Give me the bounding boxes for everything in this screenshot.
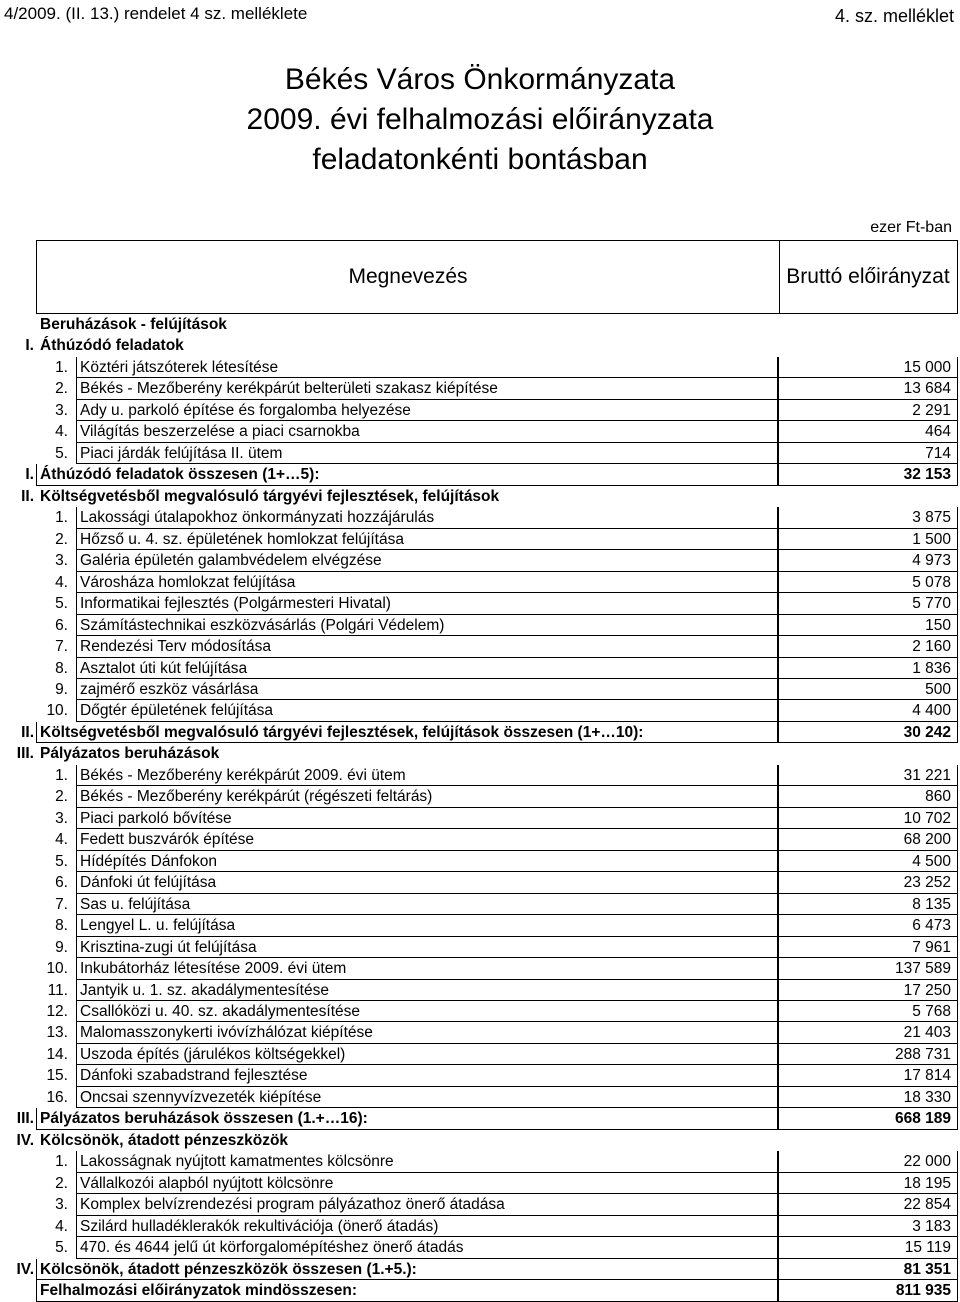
row-amount: 21 403 bbox=[903, 1024, 951, 1042]
row-label: Inkubátorház létesítése 2009. évi ütem bbox=[80, 960, 347, 978]
row-amount: 464 bbox=[925, 423, 951, 441]
row-amount: 4 973 bbox=[912, 552, 951, 570]
row-label: Pályázatos beruházások összesen (1.+…16): bbox=[40, 1110, 368, 1128]
row-label: Vállalkozói alapból nyújtott kölcsönre bbox=[80, 1174, 334, 1192]
row-amount: 30 242 bbox=[903, 723, 951, 741]
row-amount: 137 589 bbox=[894, 960, 951, 978]
row-amount: 32 153 bbox=[903, 466, 951, 484]
row-number: 11. bbox=[47, 981, 68, 999]
table-row bbox=[0, 464, 960, 485]
row-amount: 17 814 bbox=[903, 1067, 951, 1085]
row-label: Informatikai fejlesztés (Polgármesteri Hivatal) bbox=[80, 595, 391, 613]
row-label: Piaci járdák felújítása II. ütem bbox=[80, 444, 283, 462]
row-label: Dánfoki szabadstrand fejlesztése bbox=[80, 1067, 308, 1085]
table-row bbox=[0, 808, 960, 829]
row-amount: 7 961 bbox=[912, 938, 951, 956]
table-row bbox=[0, 1044, 960, 1065]
table-header bbox=[36, 240, 958, 314]
row-label: Városháza homlokzat felújítása bbox=[80, 573, 296, 591]
row-label: Számítástechnikai eszközvásárlás (Polgári Védelem) bbox=[80, 616, 445, 634]
row-roman-numeral: I. bbox=[25, 337, 34, 355]
table-row bbox=[0, 786, 960, 807]
table-row bbox=[0, 335, 960, 356]
table-row bbox=[0, 593, 960, 614]
row-label: Uszoda építés (járulékos költségekkel) bbox=[80, 1045, 346, 1063]
table-row bbox=[0, 658, 960, 679]
table-row bbox=[0, 1259, 960, 1280]
table-row bbox=[0, 700, 960, 721]
row-amount: 1 836 bbox=[912, 659, 951, 677]
table-row bbox=[0, 314, 960, 335]
column-header-value: Bruttó előirányzat bbox=[786, 265, 950, 288]
row-amount: 10 702 bbox=[903, 809, 951, 827]
row-number: 5. bbox=[55, 595, 68, 613]
row-label: Csallóközi u. 40. sz. akadálymentesítése bbox=[80, 1003, 360, 1020]
row-amount: 4 400 bbox=[912, 702, 951, 720]
row-label: Lakosságnak nyújtott kamatmentes kölcsönre bbox=[80, 1153, 394, 1171]
table-row bbox=[0, 572, 960, 593]
row-number: 7. bbox=[55, 895, 68, 913]
row-label: Költségvetésből megvalósuló tárgyévi fejlesztések, felújítások összesen (1+…10): bbox=[40, 723, 644, 741]
row-number: 2. bbox=[55, 1174, 68, 1192]
row-number: 12. bbox=[46, 1003, 68, 1020]
table-row bbox=[0, 872, 960, 893]
row-amount: 22 854 bbox=[903, 1196, 951, 1214]
row-number: 1. bbox=[55, 358, 68, 376]
table-row bbox=[0, 679, 960, 700]
row-number: 15. bbox=[46, 1067, 68, 1085]
row-amount: 6 473 bbox=[912, 917, 951, 935]
unit-label: ezer Ft-ban bbox=[870, 219, 952, 236]
row-amount: 81 351 bbox=[903, 1260, 951, 1278]
row-number: 2. bbox=[55, 530, 68, 548]
annex-number: 4. sz. melléklet bbox=[834, 6, 954, 26]
table-row bbox=[0, 829, 960, 850]
row-label: Kölcsönök, átadott pénzeszközök összesen (1.+5.): bbox=[40, 1260, 417, 1278]
table-row bbox=[0, 722, 960, 743]
column-header-name: Megnevezés bbox=[348, 265, 468, 288]
row-number: 9. bbox=[55, 680, 68, 698]
row-amount: 2 291 bbox=[912, 401, 951, 419]
row-number: 1. bbox=[55, 766, 68, 784]
row-amount: 13 684 bbox=[903, 380, 951, 398]
row-roman-numeral: IV. bbox=[16, 1131, 34, 1149]
row-number: 14. bbox=[46, 1045, 68, 1063]
row-roman-numeral: I. bbox=[25, 466, 34, 484]
row-label: Békés - Mezőberény kerékpárút (régészeti feltárás) bbox=[80, 788, 433, 806]
row-label: Békés - Mezőberény kerékpárút belterületi szakasz kiépítése bbox=[80, 380, 498, 398]
row-label: Szilárd hulladéklerakók rekultivációja (önerő átadás) bbox=[80, 1217, 439, 1235]
row-roman-numeral: II. bbox=[21, 723, 34, 741]
row-label: Áthúzódó feladatok összesen (1+…5): bbox=[40, 466, 320, 484]
row-label: 470. és 4644 jelű út körforgalomépítéshez önerő átadás bbox=[80, 1239, 464, 1257]
row-number: 4. bbox=[55, 831, 68, 849]
row-amount: 288 731 bbox=[894, 1045, 951, 1063]
row-number: 5. bbox=[55, 1239, 68, 1257]
row-label: Malomasszonykerti ivóvízhálózat kiépítése bbox=[80, 1024, 373, 1042]
row-label: Lengyel L. u. felújítása bbox=[80, 917, 236, 935]
table-row bbox=[0, 443, 960, 464]
document-title-line3: feladatonkénti bontásban bbox=[312, 143, 648, 176]
table-row bbox=[0, 1280, 960, 1301]
row-number: 9. bbox=[55, 938, 68, 956]
row-amount: 811 935 bbox=[895, 1282, 951, 1300]
table-row bbox=[0, 765, 960, 786]
row-amount: 68 200 bbox=[903, 831, 951, 849]
row-label: Asztalot úti kút felújítása bbox=[80, 659, 248, 677]
table-row bbox=[0, 550, 960, 571]
row-amount: 8 135 bbox=[912, 895, 951, 913]
table-row bbox=[0, 1173, 960, 1194]
row-roman-numeral: III. bbox=[16, 745, 34, 763]
row-number: 3. bbox=[55, 1196, 68, 1214]
row-label: Költségvetésből megvalósuló tárgyévi fejlesztések, felújítások bbox=[40, 487, 500, 505]
table-row bbox=[0, 378, 960, 399]
row-number: 1. bbox=[55, 1153, 68, 1171]
row-number: 7. bbox=[55, 638, 68, 656]
table-row bbox=[0, 1237, 960, 1258]
table-row bbox=[0, 1151, 960, 1172]
document-title-line2: 2009. évi felhalmozási előirányzata bbox=[246, 103, 714, 136]
row-amount: 1 500 bbox=[912, 530, 951, 548]
row-number: 6. bbox=[55, 874, 68, 892]
row-label: Dánfoki út felújítása bbox=[80, 874, 217, 892]
row-label: Jantyik u. 1. sz. akadálymentesítése bbox=[80, 981, 329, 999]
row-label: Oncsai szennyvízvezeték kiépítése bbox=[80, 1088, 322, 1106]
row-number: 2. bbox=[55, 788, 68, 806]
row-number: 1. bbox=[55, 509, 68, 527]
row-amount: 2 160 bbox=[912, 638, 951, 656]
row-number: 8. bbox=[55, 659, 68, 677]
row-amount: 4 500 bbox=[912, 852, 951, 870]
row-number: 3. bbox=[55, 552, 68, 570]
row-amount: 18 330 bbox=[903, 1088, 951, 1106]
table-row bbox=[0, 743, 960, 764]
table-row bbox=[0, 1130, 960, 1151]
row-roman-numeral: II. bbox=[21, 487, 34, 505]
row-label: Piaci parkoló bővítése bbox=[80, 809, 232, 827]
row-label: Rendezési Terv módosítása bbox=[80, 638, 271, 656]
row-amount: 17 250 bbox=[903, 981, 951, 999]
table-row bbox=[0, 636, 960, 657]
table-row bbox=[0, 851, 960, 872]
row-amount: 3 183 bbox=[912, 1217, 951, 1235]
table-row bbox=[0, 1065, 960, 1086]
row-label: Békés - Mezőberény kerékpárút 2009. évi ütem bbox=[80, 766, 406, 784]
row-label: Komplex belvízrendezési program pályázathoz önerő átadása bbox=[80, 1196, 505, 1214]
table-row bbox=[0, 1022, 960, 1043]
row-label: Áthúzódó feladatok bbox=[40, 337, 184, 355]
row-amount: 5 770 bbox=[912, 595, 951, 613]
row-amount: 5 768 bbox=[912, 1003, 951, 1020]
table-row bbox=[0, 894, 960, 915]
table-row bbox=[0, 980, 960, 1001]
table-row bbox=[0, 958, 960, 979]
row-amount: 3 875 bbox=[912, 509, 951, 527]
row-number: 8. bbox=[55, 917, 68, 935]
table-row bbox=[0, 1087, 960, 1108]
row-number: 5. bbox=[55, 444, 68, 462]
row-amount: 500 bbox=[925, 680, 951, 698]
row-number: 4. bbox=[55, 1217, 68, 1235]
row-amount: 22 000 bbox=[903, 1153, 951, 1171]
row-label: Krisztina-zugi út felújítása bbox=[80, 938, 257, 956]
row-amount: 31 221 bbox=[903, 766, 951, 784]
row-label: Beruházások - felújítások bbox=[40, 316, 227, 333]
row-amount: 150 bbox=[925, 616, 951, 634]
row-number: 10. bbox=[46, 702, 68, 720]
row-number: 16. bbox=[46, 1088, 68, 1106]
row-amount: 714 bbox=[925, 444, 951, 462]
row-number: 10. bbox=[46, 960, 68, 978]
table-row bbox=[0, 1216, 960, 1237]
row-number: 2. bbox=[55, 380, 68, 398]
row-amount: 668 189 bbox=[894, 1110, 951, 1128]
row-label: zajmérő eszköz vásárlása bbox=[80, 680, 259, 698]
row-label: Fedett buszvárók építése bbox=[80, 831, 255, 849]
row-label: Galéria épületén galambvédelem elvégzése bbox=[80, 552, 382, 570]
table-row bbox=[0, 1194, 960, 1215]
row-amount: 23 252 bbox=[903, 874, 951, 892]
row-label: Világítás beszerzelése a piaci csarnokba bbox=[80, 423, 360, 441]
row-amount: 15 000 bbox=[903, 358, 951, 376]
row-amount: 5 078 bbox=[912, 573, 951, 591]
row-roman-numeral: III. bbox=[16, 1110, 34, 1128]
row-label: Hídépítés Dánfokon bbox=[80, 852, 218, 870]
row-amount: 860 bbox=[925, 788, 951, 806]
row-number: 3. bbox=[55, 401, 68, 419]
row-number: 4. bbox=[55, 423, 68, 441]
table-row bbox=[0, 507, 960, 528]
row-number: 13. bbox=[46, 1024, 68, 1042]
row-label: Kölcsönök, átadott pénzeszközök bbox=[40, 1131, 289, 1149]
table-row bbox=[0, 937, 960, 958]
row-label: Felhalmozási előirányzatok mindösszesen: bbox=[40, 1282, 357, 1300]
table-row bbox=[0, 486, 960, 507]
row-number: 6. bbox=[55, 616, 68, 634]
table-row bbox=[0, 615, 960, 636]
table-row bbox=[0, 357, 960, 378]
table-row bbox=[0, 915, 960, 936]
table-row bbox=[0, 529, 960, 550]
document-title-line1: Békés Város Önkormányzata bbox=[284, 63, 676, 96]
row-label: Sas u. felújítása bbox=[80, 895, 191, 913]
table-row bbox=[0, 1108, 960, 1129]
row-label: Dőgtér épületének felújítása bbox=[80, 702, 274, 720]
row-number: 4. bbox=[55, 573, 68, 591]
row-number: 3. bbox=[55, 809, 68, 827]
row-label: Pályázatos beruházások bbox=[40, 745, 220, 763]
decree-reference: 4/2009. (II. 13.) rendelet 4 sz. melléklete bbox=[4, 4, 308, 23]
table-row bbox=[0, 1001, 960, 1022]
row-roman-numeral: IV. bbox=[16, 1260, 34, 1278]
row-label: Lakossági útalapokhoz önkormányzati hozzájárulás bbox=[80, 509, 435, 527]
row-label: Ady u. parkoló építése és forgalomba helyezése bbox=[80, 401, 411, 419]
row-label: Hőzső u. 4. sz. épületének homlokzat felújítása bbox=[80, 530, 404, 548]
row-number: 5. bbox=[55, 852, 68, 870]
budget-table-body bbox=[0, 314, 960, 1302]
table-row bbox=[0, 400, 960, 421]
row-label: Köztéri játszóterek létesítése bbox=[80, 358, 279, 376]
row-amount: 15 119 bbox=[904, 1239, 951, 1257]
row-amount: 18 195 bbox=[903, 1174, 951, 1192]
table-row bbox=[0, 421, 960, 442]
